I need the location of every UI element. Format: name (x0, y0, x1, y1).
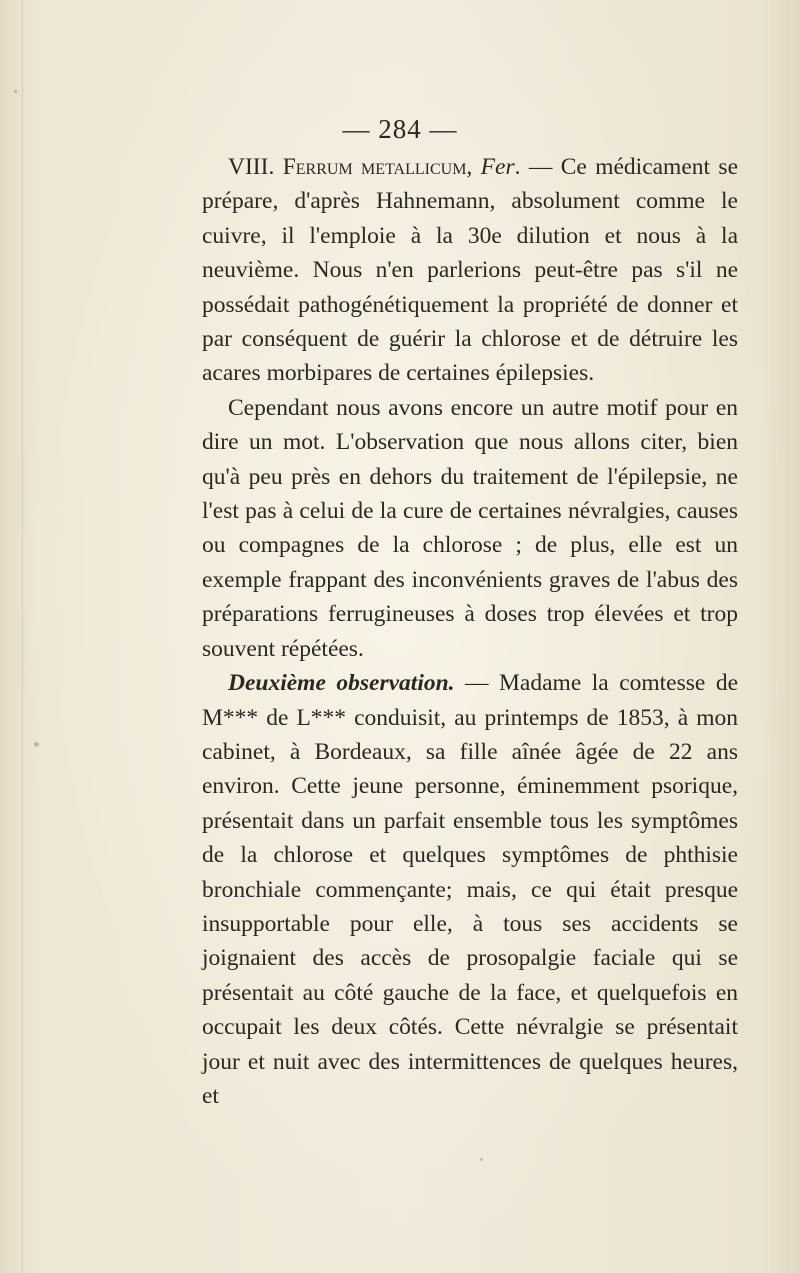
paper-spot (14, 90, 17, 93)
paragraph-text: . — Ce médicament se prépare, d'après Hahnemann, absolument comme le cuivre, il l'emploie à la 30e dilution et nous à la neuvième. Nous n'en parlerions peut-être pas s'il ne possédait pathogénétiquement la propriété de donner et par conséquent de guérir la chlorose et de détruire les acares morbipares de certaines épilepsies. (202, 154, 738, 387)
paragraph-cependant (202, 391, 738, 666)
page-fold-shadow (22, 0, 23, 1273)
paragraph-observation (202, 666, 738, 1113)
observation-heading: Deuxième observation. (228, 670, 455, 697)
paragraph-text: Cependant nous avons encore un autre motif pour en dire un mot. L'observation que nous allons citer, bien qu'à peu près en dehors du traitement de l'épilepsie, ne l'est pas à celui de la cure de certaines névralgies, causes ou compagnes de la chlorose ; de plus, elle est un exemple frappant des inconvénients graves de l'abus des préparations ferrugineuses à doses trop élevées et trop souvent répétées. (202, 394, 738, 662)
paragraph-text: — Madame la comtesse de M*** de L*** conduisit, au printemps de 1853, à mon cabinet, à Bordeaux, sa fille aînée âgée de 22 ans environ. Cette jeune personne, éminemment psorique, présentait dans un parfait ensemble tous les symptômes de la chlorose et quelques symptômes de phthisie bronchiale commençante; mais, ce qui était presque insupportable pour elle, à tous ses accidents se joignaient des accès de prosopalgie faciale qui se présentait au côté gauche de la face, et quelquefois en occupait les deux côtés. Cette névralgie se présentait jour et nuit avec des intermittences de quelques heures, et (202, 670, 739, 1109)
section-title: Ferrum metallicum (282, 154, 467, 180)
paragraph-ferrum: VIII. Ferrum metallicum, Fer. — Ce médicament se prépare, d'après Hahnemann, absolument comme le cuivre, il l'emploie à la 30e dilution et nous à la neuvième. Nous n'en parlerions peut-être pas s'il ne possédait pathogénétiquement la propriété de donner et par conséquent de guérir la chlorose et de détruire les acares morbipares de certaines épilepsies. (202, 154, 738, 387)
section-numeral: VIII. (228, 154, 283, 180)
paper-spot (480, 1158, 483, 1161)
section-common-name: Fer (480, 154, 515, 180)
body-text (202, 150, 738, 1113)
page-number: — 284 — (342, 114, 458, 144)
paper-spot (34, 742, 39, 747)
